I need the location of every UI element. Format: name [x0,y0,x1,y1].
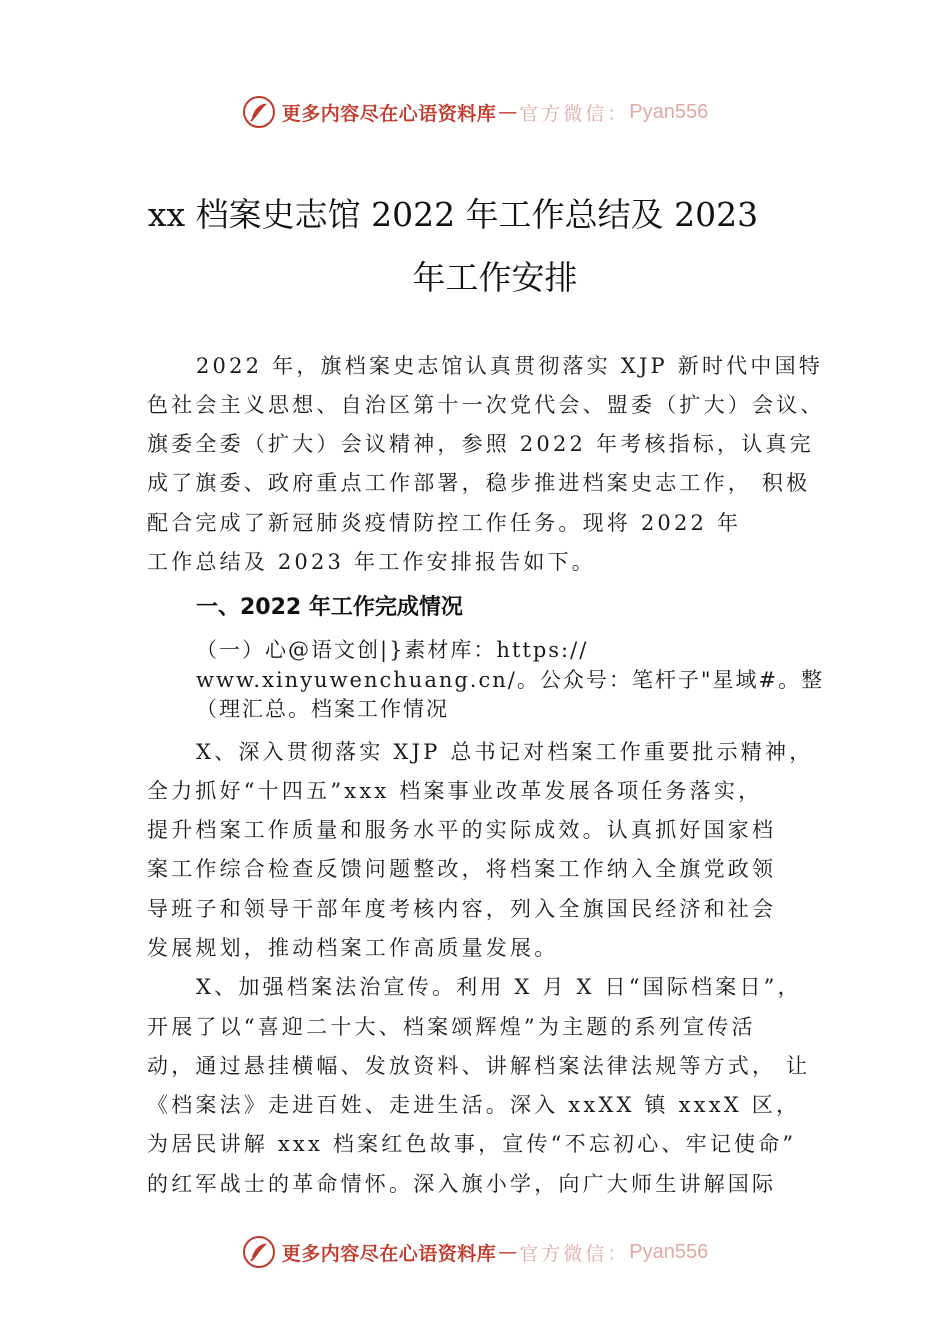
intro-line: 旗委全委（扩大）会议精神，参照 2022 年考核指标，认真完 [147,432,814,456]
paragraph-line: 导班子和领导干部年度考核内容，列入全旗国民经济和社会 [147,897,777,921]
paragraph-line: 的红军战士的革命情怀。深入旗小学，向广大师生讲解国际 [147,1172,777,1196]
intro-line: 色社会主义思想、自治区第十一次党代会、盟委（扩大）会议、 [147,393,825,417]
paragraph-line: X、深入贯彻落实 XJP 总书记对档案工作重要批示精神， [196,740,814,764]
paragraph-line: 发展规划，推动档案工作高质量发展。 [147,936,559,960]
document-title-line-1: xx 档案史志馆 2022 年工作总结及 2023 [147,195,759,234]
paragraph-line: 《档案法》走进百姓、走进生活。深入 xxXX 镇 xxxX 区， [147,1093,801,1117]
watermark-wechat-label: 官方微信： [519,102,630,125]
paragraph-line: 案工作综合检查反馈问题整改，将档案工作纳入全旗党政领 [147,857,777,881]
subsection-line: www.xinyuwenchuang.cn/。公众号：笔杆子"星域#。整 [196,668,825,692]
paragraph-line: 全力抓好“十四五”xxx 档案事业改革发展各项任务落实， [147,779,763,803]
section-heading: 一、2022 年工作完成情况 [196,595,463,620]
paragraph-line: 动，通过悬挂横幅、发放资料、讲解档案法律法规等方式， 让 [147,1054,811,1078]
watermark-main-text: 更多内容尽在心语资料库 [281,1242,497,1265]
brand-logo-icon [242,95,276,129]
paragraph-line: 提升档案工作质量和服务水平的实际成效。认真抓好国家档 [147,818,777,842]
intro-line: 工作总结及 2023 年工作安排报告如下。 [147,550,596,574]
intro-line: 成了旗委、政府重点工作部署，稳步推进档案史志工作， 积极 [147,471,811,495]
subsection-line: （理汇总。档案工作情况 [196,697,449,721]
paragraph-line: X、加强档案法治宣传。利用 X 月 X 日“国际档案日”， [196,975,802,999]
watermark-header [0,92,950,132]
paragraph-line: 开展了以“喜迎二十大、档案颂辉煌”为主题的系列宣传活 [147,1015,756,1039]
document-title-line-2: 年工作安排 [412,258,578,297]
intro-line: 配合完成了新冠肺炎疫情防控工作任务。现将 2022 年 [147,511,742,535]
intro-line: 2022 年，旗档案史志馆认真贯彻落实 XJP 新时代中国特 [196,354,823,378]
paragraph-line: 为居民讲解 xxx 档案红色故事，宣传“不忘初心、牢记使命” [147,1132,797,1156]
watermark-footer [0,1232,950,1272]
watermark-wechat-id: Pyan556 [629,100,709,123]
watermark-separator: — [498,101,518,123]
brand-logo-icon [242,1235,276,1269]
watermark-separator: — [498,1241,518,1263]
watermark-wechat-label: 官方微信： [519,1242,630,1265]
watermark-wechat-id: Pyan556 [629,1240,709,1263]
watermark-main-text: 更多内容尽在心语资料库 [281,102,497,125]
subsection-line: （一）心@语文创|}素材库：https:// [196,638,589,662]
